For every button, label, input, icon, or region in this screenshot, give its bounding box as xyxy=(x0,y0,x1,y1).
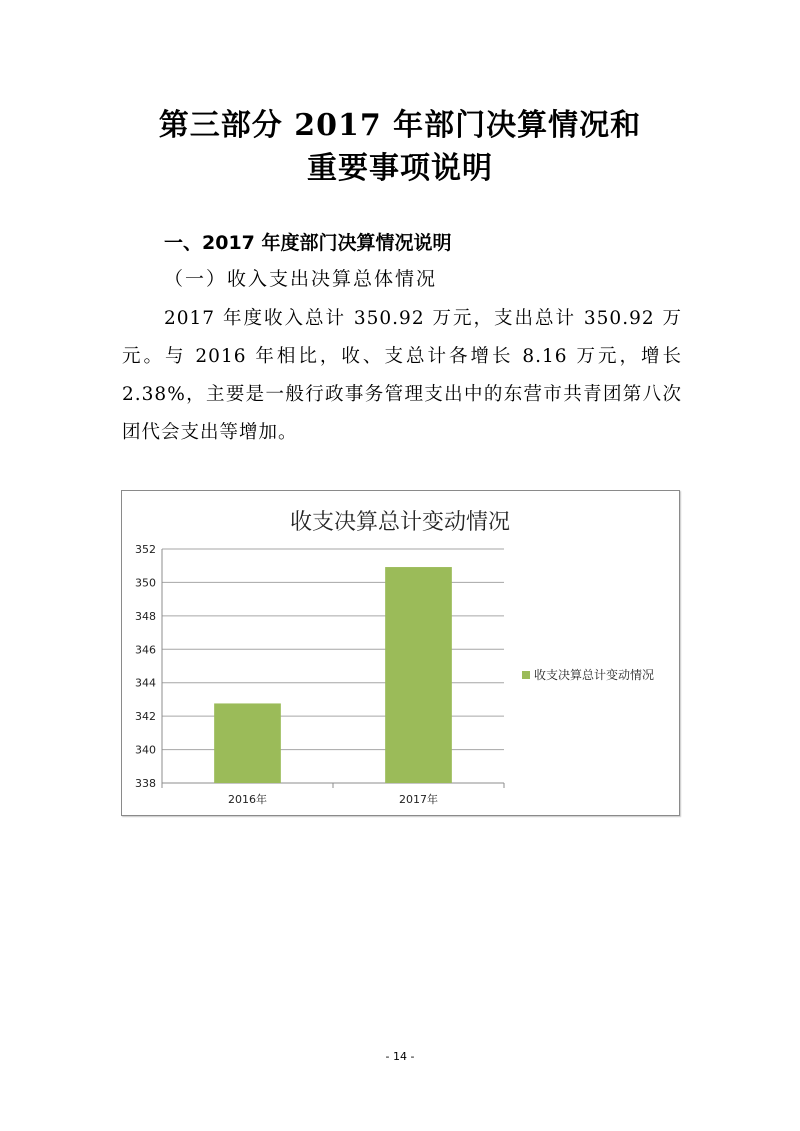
y-tick-label: 338 xyxy=(135,777,156,790)
bar xyxy=(214,703,281,783)
page-number: - 14 - xyxy=(385,1050,415,1063)
y-tick-label: 352 xyxy=(135,543,156,556)
x-tick-label: 2017年 xyxy=(399,793,438,806)
subsection-heading: （一）收入支出决算总体情况 xyxy=(164,268,438,290)
y-tick-label: 350 xyxy=(135,576,156,590)
legend-label: 收支决算总计变动情况 xyxy=(534,668,655,682)
legend-swatch xyxy=(522,671,530,679)
x-tick-label: 2016年 xyxy=(228,793,267,806)
y-tick-label: 340 xyxy=(135,743,156,757)
y-tick-label: 342 xyxy=(135,710,156,724)
chart-title: 收支决算总计变动情况 xyxy=(289,510,511,535)
document-title-line1: 第三部分 2017 年部门决算情况和 xyxy=(158,108,642,143)
section-heading: 一、2017 年度部门决算情况说明 xyxy=(164,232,452,254)
y-tick-label: 346 xyxy=(135,643,156,657)
y-tick-label: 344 xyxy=(135,676,156,690)
document-title-line2: 重要事项说明 xyxy=(307,151,493,186)
bar-chart xyxy=(121,490,680,816)
y-tick-label: 348 xyxy=(135,609,156,623)
body-paragraph: 2017 年度收入总计 350.92 万元，支出总计 350.92 万元。与 2016 年相比，收、支总计各增长 8.16 万元，增长 2.38%，主要是一般行政事务管理支出中的东营市共青团第八次团代会支出等增加。 xyxy=(122,308,682,443)
bar xyxy=(385,567,452,783)
